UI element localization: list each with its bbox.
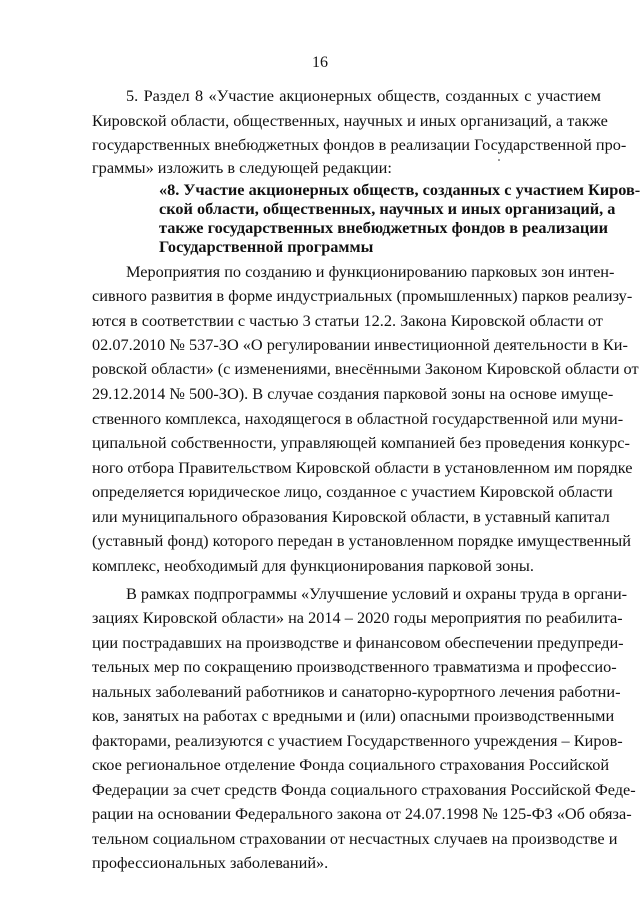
- section-title-line: Государственной программы: [159, 237, 374, 256]
- paragraph-2-line: рации на основании Федерального закона от 24.07.1998 № 125-ФЗ «Об обяза-: [92, 804, 632, 823]
- paragraph-2-line: Федерации за счет средств Фонда социального страхования Российской Феде-: [92, 780, 636, 799]
- paragraph-1-line: (уставный фонд) которого передан в установленном порядке имущественный: [92, 531, 631, 550]
- section-intro-line: Кировской области, общественных, научных и иных организаций, а также: [92, 111, 608, 130]
- paragraph-2-line: нальных заболеваний работников и санаторно-курортного лечения работни-: [92, 682, 621, 701]
- section-intro-line: государственных внебюджетных фондов в реализации Государственной про-: [92, 135, 627, 154]
- page-number: 16: [312, 54, 328, 71]
- paragraph-2-line: факторами, реализуются с участием Государственного учреждения – Киров-: [92, 731, 623, 750]
- paragraph-2-line: ков, занятых на работах с вредными и (или) опасными производственными: [92, 706, 615, 725]
- section-title-line: также государственных внебюджетных фондов в реализации: [159, 218, 609, 237]
- paragraph-1-line: или муниципального образования Кировской области, в уставный капитал: [92, 507, 610, 526]
- paragraph-1-line: ются в соответствии с частью 3 статьи 12.2. Закона Кировской области от: [92, 311, 603, 330]
- paragraph-2-line: зациях Кировской области» на 2014 – 2020 годы мероприятия по реабилита-: [92, 608, 623, 627]
- paragraph-2-line: тельном социальном страховании от несчастных случаев на производстве и: [92, 829, 618, 848]
- paragraph-1-line: 29.12.2014 № 500-ЗО). В случае создания парковой зоны на основе имуще-: [92, 384, 614, 403]
- section-title-line: «8. Участие акционерных обществ, созданных с участием Киров-: [159, 180, 640, 199]
- paragraph-2-line: ское региональное отделение Фонда социального страхования Российской: [92, 755, 610, 774]
- paragraph-1-line: ровской области» (с изменениями, внесёнными Законом Кировской области от: [92, 359, 639, 378]
- paragraph-1-line: ственного комплекса, находящегося в областной государственной или муни-: [92, 409, 624, 428]
- paragraph-1-line: ципальной собственности, управляющей компанией без проведения конкурс-: [92, 433, 630, 452]
- scan-mark: [498, 159, 500, 161]
- paragraph-2-line: В рамках подпрограммы «Улучшение условий и охраны труда в органи-: [126, 584, 628, 603]
- section-intro-line: граммы» изложить в следующей редакции:: [92, 158, 392, 177]
- paragraph-1-line: ного отбора Правительством Кировской области в установленном им порядке: [92, 458, 633, 477]
- paragraph-2-line: ции пострадавших на производстве и финансовом обеспечении предупреди-: [92, 633, 624, 652]
- section-intro-line: 5. Раздел 8 «Участие акционерных обществ, созданных с участием: [126, 86, 601, 105]
- section-title-line: ской области, общественных, научных и иных организаций, а: [159, 199, 616, 218]
- paragraph-1-line: комплекс, необходимый для функционирования парковой зоны.: [92, 556, 534, 575]
- paragraph-1-line: определяется юридическое лицо, созданное с участием Кировской области: [92, 482, 613, 501]
- paragraph-2-line: профессиональных заболеваний».: [92, 853, 329, 872]
- paragraph-1-line: сивного развития в форме индустриальных (промышленных) парков реализу-: [92, 286, 633, 305]
- paragraph-1-line: 02.07.2010 № 537-ЗО «О регулировании инвестиционной деятельности в Ки-: [92, 335, 628, 354]
- paragraph-1-line: Мероприятия по созданию и функционированию парковых зон интен-: [126, 262, 615, 281]
- paragraph-2-line: тельных мер по сокращению производственного травматизма и профессио-: [92, 657, 617, 676]
